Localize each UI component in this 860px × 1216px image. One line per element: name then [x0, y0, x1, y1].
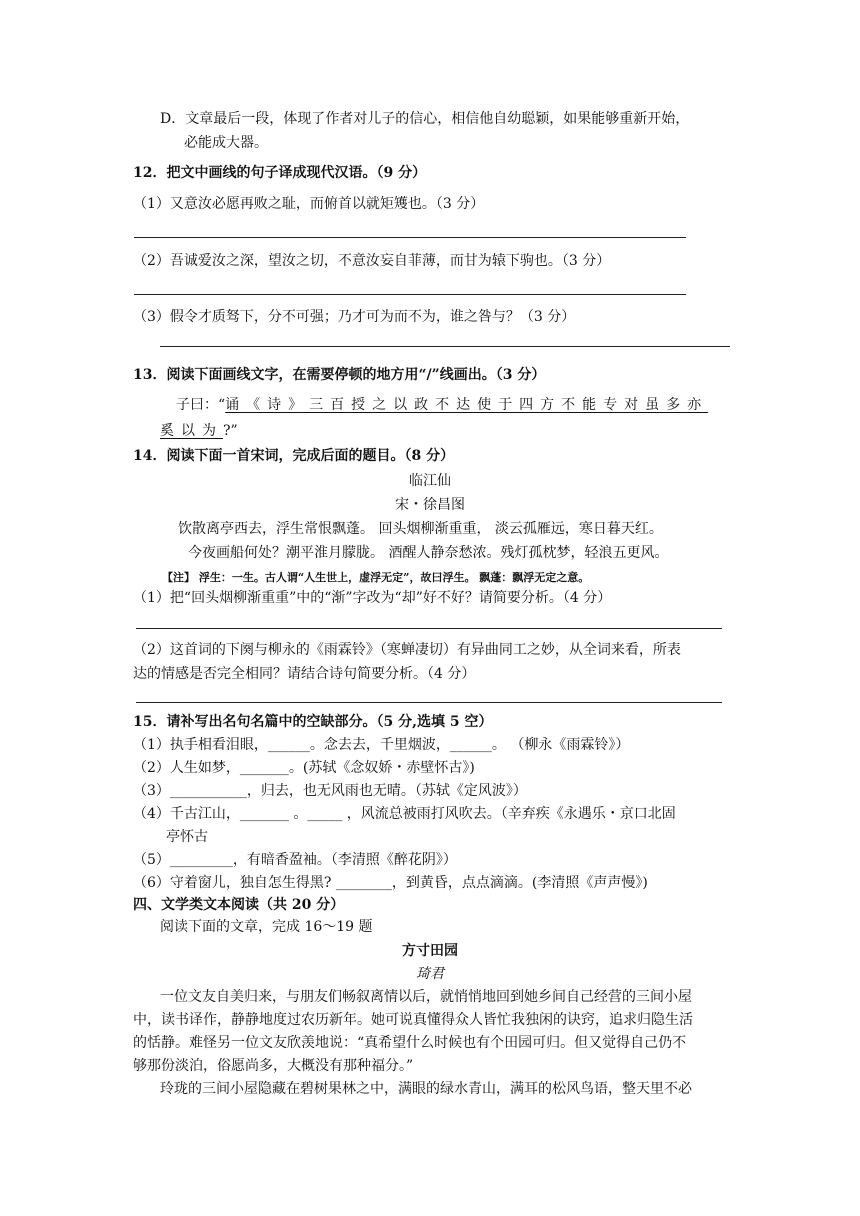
article-para2-line1: 玲珑的三间小屋隐藏在碧树果林之中，满眼的绿水青山，满耳的松风鸟语，整天里不必: [160, 1081, 692, 1097]
q15-item-2[interactable]: （2）人生如梦，_______。(苏轼《念奴娇・赤壁怀古》): [133, 760, 475, 776]
article-para1-line3: 的恬静。难怪另一位文友欣羡地说：“真希望什么时候也有个田园可归。但又觉得自己仍不: [133, 1035, 687, 1051]
q15-item-6[interactable]: （6）守着窗儿，独自怎生得黑? ________，到黄昏，点点滴滴。(李清照《声声慢》): [133, 875, 648, 891]
poem-title: 临江仙: [409, 473, 451, 489]
q15-item-1[interactable]: （1）执手相看泪眼，______。念去去，千里烟波，______。 （柳永《雨霖铃》）: [133, 737, 630, 753]
q12-item-1: （1）又意汝必愿再败之耻，而俯首以就矩矱也。（3 分）: [133, 196, 485, 212]
q12-answer-line-2[interactable]: [134, 294, 686, 295]
q12-answer-line-3[interactable]: [160, 346, 730, 347]
q14-title: 14．阅读下面一首宋词，完成后面的题目。（8 分）: [133, 448, 455, 464]
q12-item-3: （3）假令才质驽下，分不可强；乃才可为而不为，谁之咎与？（3 分）: [133, 309, 576, 325]
q12-answer-line-1[interactable]: [134, 237, 686, 238]
q14-answer-line-1[interactable]: [136, 628, 722, 629]
article-author: 琦君: [416, 966, 444, 982]
section-4-heading: 四、文学类文本阅读（共 20 分）: [133, 897, 345, 913]
q13-underlined-text-2: 奚以为: [160, 423, 223, 439]
q14-sub-2-line1: （2）这首词的下阕与柳永的《雨霖铃》（寒蝉凄切）有异曲同工之妙，从全词来看，所表: [133, 642, 681, 658]
article-para1-line1: 一位文友自美归来，与朋友们畅叙离情以后，就悄悄地回到她乡间自己经营的三间小屋: [160, 989, 692, 1005]
q14-sub-1: （1）把“回头烟柳渐重重”中的“渐”字改为“却”好不好？请简要分析。（4 分）: [133, 590, 612, 606]
q15-item-3[interactable]: （3）___________，归去，也无风雨也无晴。（苏轼《定风波》）: [133, 783, 527, 799]
q13-underlined-text-1: 诵《诗》三百授之以政不达使于四方不能专对虽多亦: [225, 397, 709, 413]
q13-passage-line2: [160, 421, 238, 441]
q15-item-5[interactable]: （5）_________，有暗香盈袖。（李清照《醉花阴》）: [133, 852, 457, 868]
q14-sub-2-line2: 达的情感是否完全相同？请结合诗句简要分析。（4 分）: [133, 666, 476, 682]
article-title: 方寸田园: [402, 943, 458, 959]
q13-quote-prefix: 子曰：“: [176, 397, 226, 413]
q14-answer-line-2[interactable]: [136, 702, 722, 703]
article-para1-line2: 中，读书译作，静静地度过农历新年。她可说真懂得众人皆忙我独闲的诀窍，追求归隐生活: [133, 1012, 693, 1028]
q15-item-4-cont: 亭怀古: [166, 829, 208, 845]
q12-item-2: （2）吾诚爱汝之深，望汝之切，不意汝妄自菲薄，而甘为辕下驹也。（3 分）: [133, 253, 611, 269]
section-4-instruction: 阅读下面的文章，完成 16～19 题: [160, 919, 373, 935]
poem-verse-1: 饮散离亭西去，浮生常恨飘蓬。 回头烟柳渐重重， 淡云孤雁远，寒日暮天红。: [178, 521, 663, 537]
poem-note: 【注】 浮生：一生。古人谓“人生世上，虚浮无定”，故曰浮生。 飘蓬：飘浮无定之意。: [162, 571, 590, 584]
q15-item-4[interactable]: （4）千古江山，_______ 。_____ ，风流总被雨打风吹去。（辛弃疾《永遇乐・京口北固: [133, 806, 676, 822]
q15-title: 15．请补写出名句名篇中的空缺部分。（5 分,选填 5 空）: [133, 714, 493, 730]
q13-title: 13．阅读下面画线文字，在需要停顿的地方用“/”线画出。（3 分）: [133, 367, 546, 383]
q11-option-d-line1: D．文章最后一段，体现了作者对儿子的信心，相信他自幼聪颖，如果能够重新开始，: [160, 111, 690, 127]
q11-option-d-line2: 必能成大器。: [184, 135, 268, 151]
q13-quote-suffix: ?”: [223, 423, 238, 439]
q12-title: 12．把文中画线的句子译成现代汉语。（9 分）: [133, 165, 427, 181]
poem-verse-2: 今夜画船何处？潮平淮月朦胧。 酒醒人静奈愁浓。残灯孤枕梦，轻浪五更风。: [188, 545, 669, 561]
poem-author: 宋・徐昌图: [395, 497, 465, 513]
q13-passage-line1: [176, 395, 708, 415]
article-para1-line4: 够那份淡泊，俗愿尚多，大概没有那种福分。”: [133, 1058, 414, 1074]
